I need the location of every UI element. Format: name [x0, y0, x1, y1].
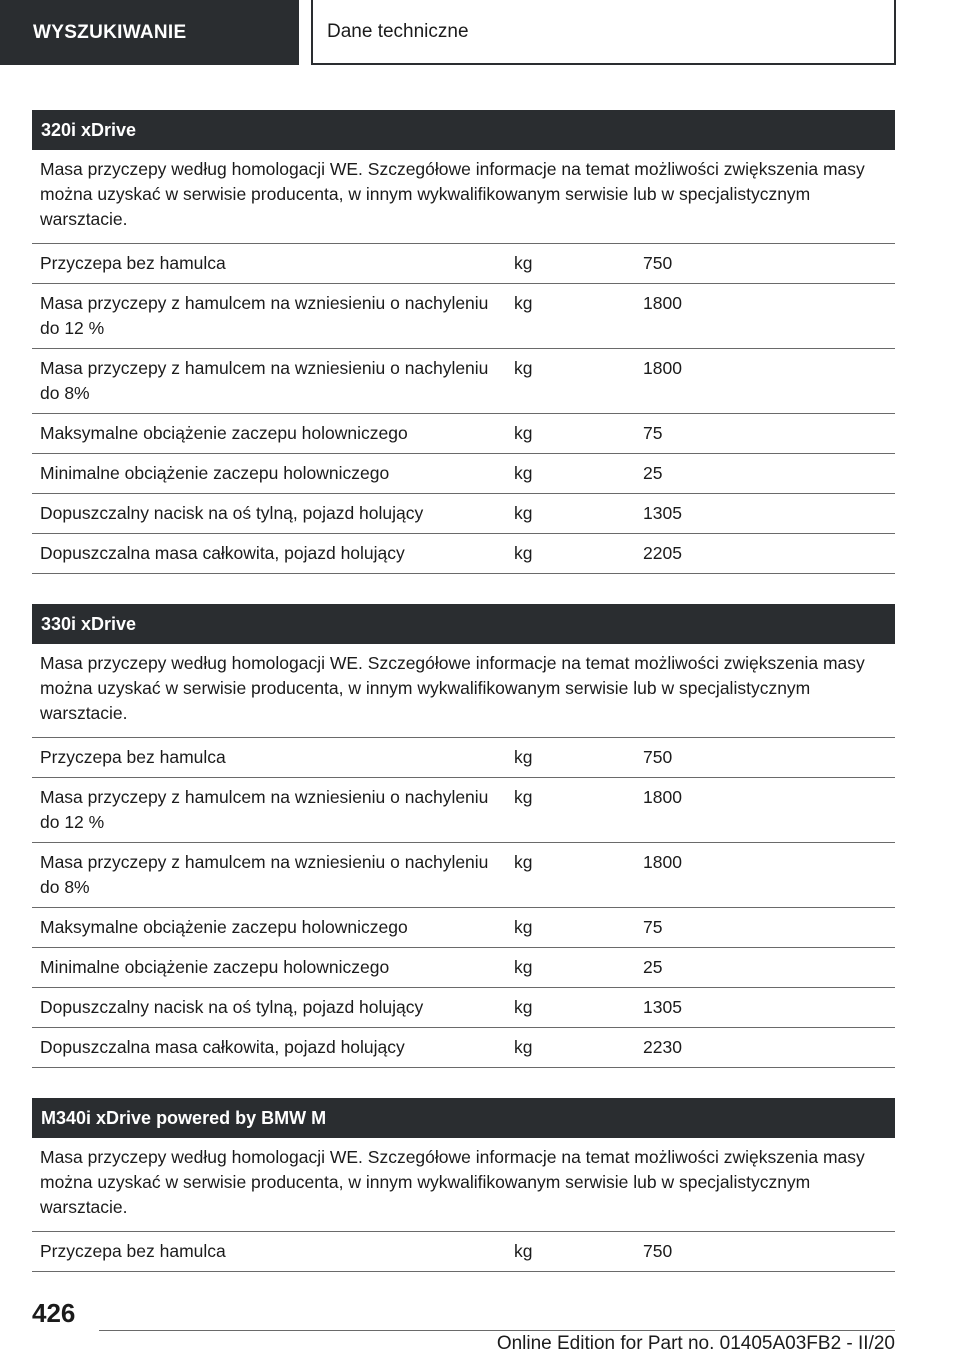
row-label: Masa przyczepy z hamulcem na wzniesieniu o nachyleniu do 8%	[40, 852, 489, 897]
top-navigation-bar	[0, 0, 960, 66]
table-row	[32, 738, 895, 778]
model-title: 330i xDrive	[32, 604, 895, 644]
row-unit: kg	[514, 917, 533, 937]
model-title: 320i xDrive	[32, 110, 895, 150]
table-row	[32, 534, 895, 574]
row-value: 25	[643, 957, 663, 977]
row-unit: kg	[514, 997, 533, 1017]
table-row	[32, 244, 895, 284]
row-value: 2205	[643, 543, 682, 563]
homologation-note: Masa przyczepy według homologacji WE. Szczegółowe informacje na temat możliwości zwiększenia masy można uzyskać w serwisie producenta, w innym wykwalifikowanym serwisie lub w specjalistycznym warsztacie.	[32, 644, 895, 738]
row-unit: kg	[514, 1241, 533, 1261]
row-unit: kg	[514, 852, 533, 872]
table-row	[32, 778, 895, 843]
table-row	[32, 1028, 895, 1068]
homologation-note: Masa przyczepy według homologacji WE. Szczegółowe informacje na temat możliwości zwiększenia masy można uzyskać w serwisie producenta, w innym wykwalifikowanym serwisie lub w specjalistycznym warsztacie.	[32, 150, 895, 244]
footer-divider	[99, 1330, 895, 1331]
row-label: Masa przyczepy z hamulcem na wzniesieniu o nachyleniu do 8%	[40, 358, 489, 403]
row-label: Masa przyczepy z hamulcem na wzniesieniu o nachyleniu do 12 %	[40, 293, 489, 338]
table-row	[32, 988, 895, 1028]
row-unit: kg	[514, 503, 533, 523]
row-label: Dopuszczalny nacisk na oś tylną, pojazd holujący	[40, 997, 424, 1017]
row-unit: kg	[514, 1037, 533, 1057]
row-value: 1800	[643, 358, 682, 378]
table-row	[32, 414, 895, 454]
model-section	[32, 604, 895, 1068]
table-row	[32, 349, 895, 414]
table-row	[32, 494, 895, 534]
row-value: 1800	[643, 293, 682, 313]
table-row	[32, 948, 895, 988]
row-unit: kg	[514, 463, 533, 483]
row-value: 2230	[643, 1037, 682, 1057]
row-value: 750	[643, 253, 673, 273]
table-row	[32, 1232, 895, 1272]
row-label: Maksymalne obciążenie zaczepu holowniczego	[40, 423, 408, 443]
row-value: 75	[643, 917, 663, 937]
search-tab[interactable]: WYSZUKIWANIE	[0, 0, 299, 65]
row-value: 1800	[643, 787, 682, 807]
model-title: M340i xDrive powered by BMW M	[32, 1098, 895, 1138]
row-value: 1305	[643, 997, 682, 1017]
row-label: Minimalne obciążenie zaczepu holowniczego	[40, 463, 390, 483]
table-row	[32, 908, 895, 948]
row-label: Przyczepa bez hamulca	[40, 253, 226, 273]
row-value: 1800	[643, 852, 682, 872]
row-label: Masa przyczepy z hamulcem na wzniesieniu o nachyleniu do 12 %	[40, 787, 489, 832]
row-label: Dopuszczalna masa całkowita, pojazd holujący	[40, 543, 405, 563]
row-unit: kg	[514, 423, 533, 443]
row-value: 75	[643, 423, 663, 443]
row-label: Przyczepa bez hamulca	[40, 1241, 226, 1261]
row-unit: kg	[514, 787, 533, 807]
row-unit: kg	[514, 253, 533, 273]
row-label: Maksymalne obciążenie zaczepu holowniczego	[40, 917, 408, 937]
row-unit: kg	[514, 957, 533, 977]
row-value: 750	[643, 747, 673, 767]
model-section	[32, 1098, 895, 1272]
row-unit: kg	[514, 358, 533, 378]
row-label: Minimalne obciążenie zaczepu holowniczego	[40, 957, 390, 977]
chapter-breadcrumb[interactable]: Dane techniczne	[311, 0, 896, 65]
model-section	[32, 110, 895, 574]
page-number: 426	[32, 1298, 76, 1328]
table-row	[32, 284, 895, 349]
row-unit: kg	[514, 543, 533, 563]
homologation-note: Masa przyczepy według homologacji WE. Szczegółowe informacje na temat możliwości zwiększenia masy można uzyskać w serwisie producenta, w innym wykwalifikowanym serwisie lub w specjalistycznym warsztacie.	[32, 1138, 895, 1232]
row-unit: kg	[514, 293, 533, 313]
row-value: 25	[643, 463, 663, 483]
row-value: 1305	[643, 503, 682, 523]
edition-footer: Online Edition for Part no. 01405A03FB2 - II/20	[496, 1333, 895, 1354]
row-label: Przyczepa bez hamulca	[40, 747, 226, 767]
technical-data-content	[32, 110, 895, 1302]
row-value: 750	[643, 1241, 673, 1261]
row-label: Dopuszczalny nacisk na oś tylną, pojazd holujący	[40, 503, 424, 523]
row-unit: kg	[514, 747, 533, 767]
row-label: Dopuszczalna masa całkowita, pojazd holujący	[40, 1037, 405, 1057]
table-row	[32, 454, 895, 494]
table-row	[32, 843, 895, 908]
